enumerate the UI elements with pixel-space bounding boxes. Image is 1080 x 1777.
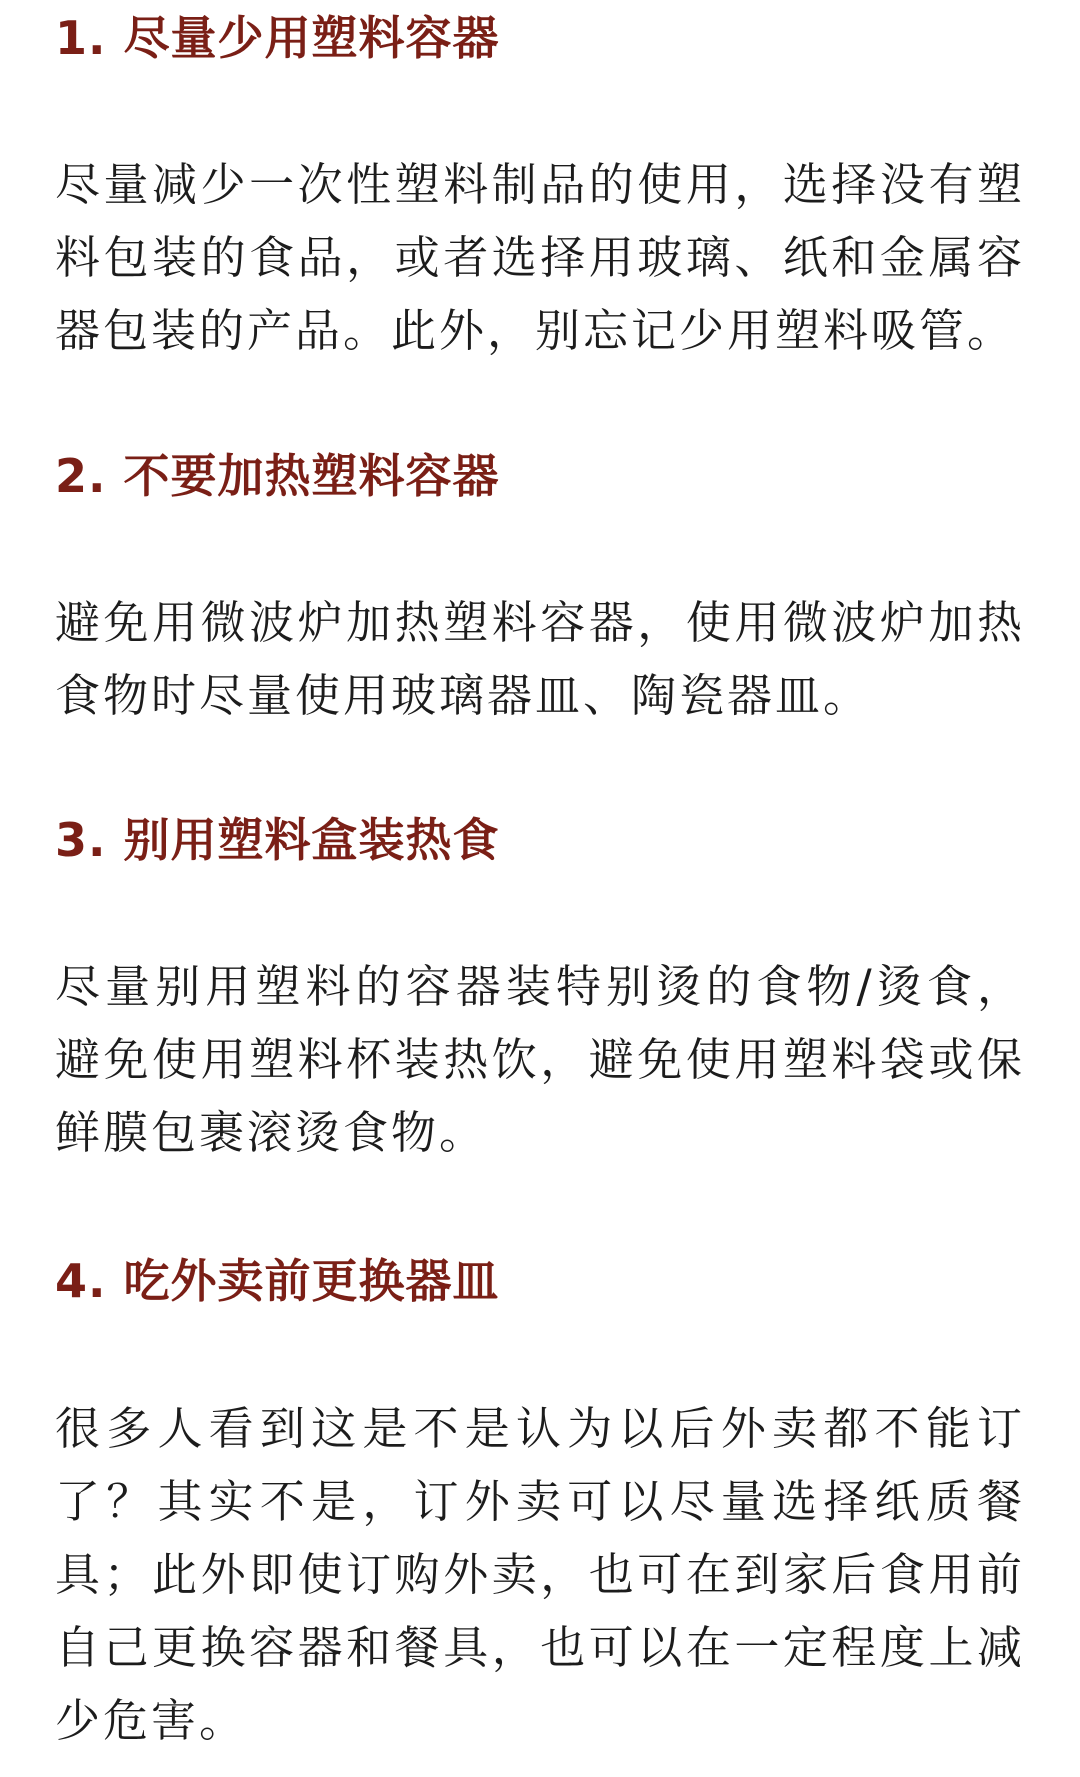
section-1-heading: 1. 尽量少用塑料容器	[55, 11, 500, 65]
section-1-body: 尽量减少一次性塑料制品的使用，选择没有塑料包装的食品，或者选择用玻璃、纸和金属容器包装的产品。此外，别忘记少用塑料吸管。	[55, 158, 1025, 357]
section-4-body: 很多人看到这是不是认为以后外卖都不能订了？其实不是，订外卖可以尽量选择纸质餐具；此外即使订购外卖，也可在到家后食用前自己更换容器和餐具，也可以在一定程度上减少危害。	[55, 1402, 1025, 1747]
section-2-body: 避免用微波炉加热塑料容器，使用微波炉加热食物时尽量使用玻璃器皿、陶瓷器皿。	[55, 596, 1025, 722]
section-2-heading: 2. 不要加热塑料容器	[55, 449, 500, 503]
section-3-body: 尽量别用塑料的容器装特别烫的食物/烫食，避免使用塑料杯装热饮，避免使用塑料袋或保鲜膜包裹滚烫食物。	[55, 960, 1025, 1159]
section-4-heading: 4. 吃外卖前更换器皿	[55, 1254, 500, 1308]
section-3-heading: 3. 别用塑料盒装热食	[55, 813, 500, 867]
